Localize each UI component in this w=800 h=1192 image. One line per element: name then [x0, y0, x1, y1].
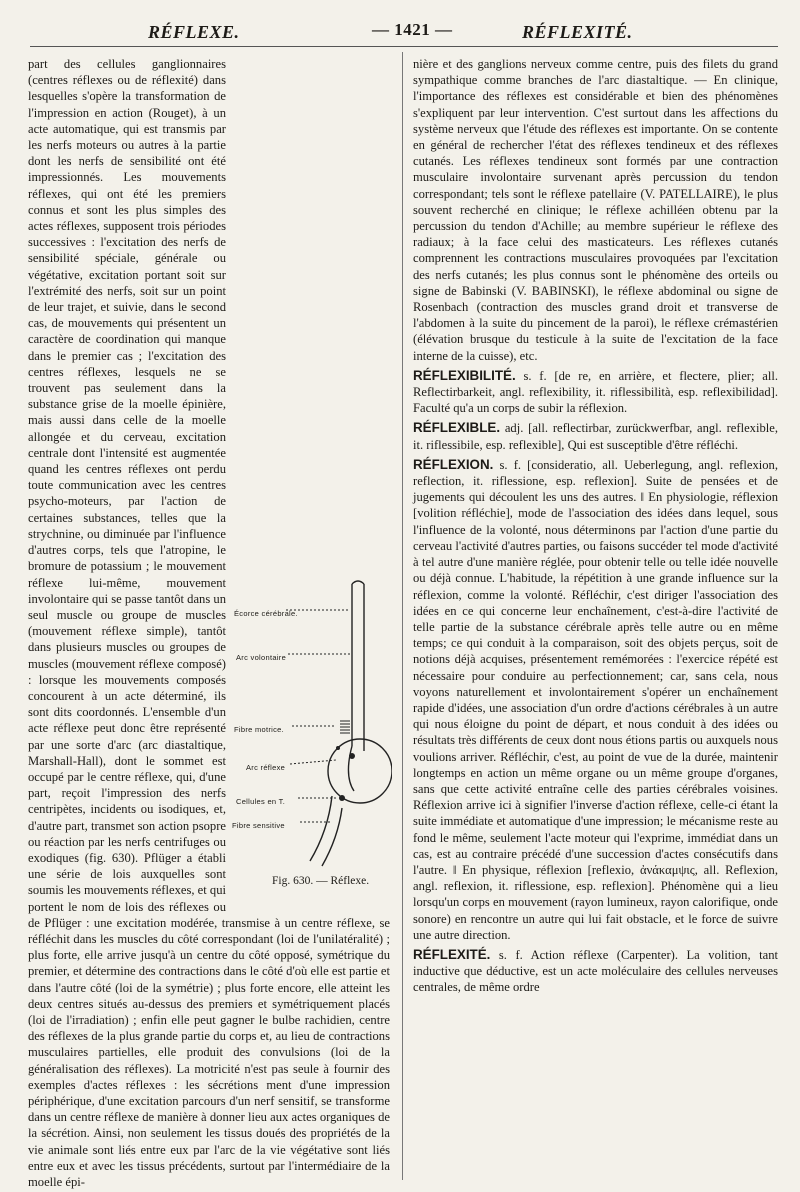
label-fibre-sensitive: Fibre sensitive	[232, 821, 285, 830]
headword-reflexibilite: RÉFLEXIBILITÉ.	[413, 367, 516, 383]
column-divider	[402, 52, 403, 1180]
entry-reflexite	[413, 947, 778, 996]
label-ecorce: Écorce cérébrale.	[234, 609, 298, 618]
headword-reflexite: RÉFLEXITÉ.	[413, 946, 491, 962]
left-column	[28, 56, 390, 1190]
right-column	[413, 56, 778, 996]
body-reflexion: s. f. [consideratio, all. Ueberlegung, angl. reflexion, reflection, it. riflessione, esp. reflexion]. Suite de pensées et de jugements qui découlent les uns des autres. ‖ En physiologie, réflexion [volition réfléchie], mode de l'association des idées dans lequel, sous l'influence de la volonté, nous déterminons par l'action d'une partie du cerveau l'activité d'autres parties, ou faisons succéder tel mode d'activité à tel autre d'une manière réglée, pour obtenir telle ou telle idée nouvelle ou déjà connue. L'habitude, la répétition à une grande influence sur la réflexion, comme la volonté. Réfléchir, c'est diriger l'association des idées en ce qui concerne leur enchaînement, c'est-à-dire l'activité de telle partie de la substance cérébrale après telle autre ou en même temps; ce qui conduit à la comparaison, soit des objets perçus, soit de notions déjà acquises, présentement remémorées : l'exercice répété est nécessaire pour conduire au perfectionnement; car, sans cela, nous voyons naturellement et involontairement s'opérer un enchaînement rapide d'idées, une association d'un ordre d'actions cérébrales à un autre qui nous éloigne du point de départ, et nous conduit à des idées ou résultats très différents de ceux dont nous étions partis ou auxquels nous voulions arriver. Réfléchir, c'est, au point de vue de la durée, maintenir longtemps en action un même organe ou un même groupe d'organes, sans que cette activité entraîne celle des parties cérébrales voisines. Réflexion arrive ici à signifier l'inverse d'action réflexe, celle-ci étant la suite immédiate et automatique d'une impression; le mécanisme reste au fond le même, seulement l'acte moteur qui l'exprime, immédiat dans un cas, est au contraire précédé d'une succession d'actes consécutifs dans l'autre. ‖ En physique, réflexion [reflexio, ἀνάκαμψις, all. Reflexion, angl. reflexion, it. riflessione, esp. reflexion]. Phénomène qui a lieu lorsqu'un corps en mouvement (rayon lumineux, rayon calorifique, onde sonore) en rencontre un autre qui lui fait obstacle, et le force de suivre une autre direction.	[413, 457, 778, 942]
headword-reflexion: RÉFLEXION.	[413, 456, 494, 472]
page-number: — 1421 —	[372, 20, 453, 39]
body-reflexible: adj. [all. reflectirbar, zurückwerfbar, angl. reflexible, it. riflessibile, esp. reflexible], Qui est susceptible d'être réfléchi.	[413, 421, 778, 452]
label-arc-reflexe: Arc réflexe	[246, 763, 286, 772]
entry-reflexion	[413, 457, 778, 943]
label-cellules: Cellules en T.	[236, 797, 286, 806]
header-left-title: RÉFLEXE.	[148, 22, 240, 42]
left-body-text: part des cellules ganglionnaires (centres réflexes ou de réflexité) dans lesquelles s'opère la transformation de l'impression en action (Rouget), à un acte automatique, qui est transmis par les nerfs moteurs ou autres à la partie dont les nerfs de sensibilité ont été impressionnés. Les mouvements réflexes, qui ont été les premiers connus et sont les plus simples des actes réflexes, supposent trois périodes successives : l'excitation des nerfs de sensibilité spéciale, générale ou végétative, excitation portant soit sur l'extrémité des nerfs, soit sur un point de leur trajet, et suivie, dans le second cas, de mouvements qui présentent un caractère de coordination qui manque dans le premier cas ; l'excitation des centres réflexes, lesquels ne se trouvent pas seulement dans la substance grise de la moelle épinière, mais aussi dans celle de la moelle allongée et du cerveau, excitation centrale dont l'intensité est augmentée quand les centres réflexes ont perdu toute communication avec les centres psycho-moteurs, par l'action de certaines substances, telles que la strychnine, ou diminuée par l'influence d'autres corps, tels que l'atropine, le bromure de potassium ; le mouvement réflexe lui-même, mouvement involontaire qui se passe tantôt dans un seul muscle ou groupe de muscles (mouvement réflexe simple), tantôt dans plusieurs muscles ou groupes de muscles (mouvement réflexe composé) : lorsque les mouvements composés concourent à un acte déterminé, ils sont dits coordonnés. L'ensemble d'un acte réflexe peut donc être représenté par une sorte d'arc (arc diastaltique, Marshall-Hall), dont le sommet est occupé par le centre réflexe, qui, d'une part, reçoit l'impression des nerfs centripètes, incidents ou isodiques, et, d'autre part, transmet son action psopre ou réaction par les nerfs centrifuges ou exodiques (fig. 630). Pflüger a établi une série de lois auxquelles sont soumis les mouvements réflexes, et qui portent le nom de lois des réflexes ou de Pflüger : une excitation modérée, transmise à un centre réflexe, se réfléchit dans les muscles du côté correspondant (loi de l'unilatéralité) ; plus forte, elle arrive jusqu'à un centre du côté opposé, symétrique du premier, et détermine des contractions dans le côté d'où elle est partie et dans l'autre côté (loi de la symétrie) ; plus forte encore, elle atteint les deux centres situés au-dessus des premiers et symétriquement placés (loi de l'irradiation) ; enfin elle peut gagner le bulbe rachidien, centre des réflexes de la plus grande partie du corps et, au lieu de contractions musculaires partielles, elle produit des convulsions (loi de la généralisation des réflexes). La motricité n'est pas seule à fournir des exemples d'actes réflexes : les sécrétions ment d'une impression périphérique, d'une excitation parcours d'un nerf sensitif, se transforme dans un centre réflexe de manière à donner lieu aux actes organiques de la sécrétion. Ainsi, non seulement les tissus doués des propriétés de la vie animale sont liés entre eux par l'arc de la vie végétative sont liés entre eux et avec les tissus précédents, surtout par l'intermédiaire de la moelle épi-	[28, 57, 390, 1190]
label-arc-volontaire: Arc volontaire	[236, 653, 287, 662]
header-right-title: RÉFLEXITÉ.	[522, 22, 633, 42]
body-reflexibilite: s. f. [de re, en arrière, et flectere, plier; all. Reflectirbarkeit, angl. reflexibility, it. riflessibilità, esp. reflexibilidad]. Faculté qu'a un corps de subir la réflexion.	[413, 368, 778, 416]
body-reflexite: s. f. Action réflexe (Carpenter). La volition, tant inductive que déductive, est un acte moléculaire des cellules nerveuses centrales, de même ordre	[413, 947, 778, 995]
figure-caption: Fig. 630. — Réflexe.	[272, 875, 370, 887]
header-rule	[30, 46, 778, 47]
entry-reflexibilite	[413, 368, 778, 417]
figure-630	[232, 576, 392, 896]
label-fibre-motrice: Fibre motrice.	[234, 725, 285, 734]
entry-reflexible	[413, 420, 778, 452]
headword-reflexible: RÉFLEXIBLE.	[413, 420, 501, 436]
right-continuation-text: nière et des ganglions nerveux comme centre, puis des filets du grand sympathique comme branches de l'arc diastaltique. — En clinique, l'importance des réflexes est considérable et bien des phénomènes s'expliquent par leur intervention. C'est surtout dans les affections du système nerveux que l'étude des réflexes est importante. On se contente en général de rechercher l'état des réflexes tendineux et des réflexes cutanés. Les réflexes tendineux sont formés par une contraction musculaire involontaire survenant après percussion du tendon correspondant; tels sont le réflexe patellaire (V. PATELLAIRE), le plus souvent recherché en clinique; le réflexe achilléen obtenu par la percussion du tendon d'Achille; au membre supérieur le réflexe des radiaux; à la face celui des masticateurs. Les réflexes cutanés comprennent les contractions musculaires provoquées par l'excitation des nerfs cutanés; les plus connus sont le phénomène des orteils ou signe de Babinski (V. BABINSKI), le réflexe abdominal ou signe de Rosenbach (contraction des muscles grand droit et transverse de l'abdomen à la suite du pincement de la paroi), le réflexe crémastérien (élévation brusque du testicule à la suite de l'excitation de la face interne de la cuisse), etc.	[413, 57, 778, 363]
